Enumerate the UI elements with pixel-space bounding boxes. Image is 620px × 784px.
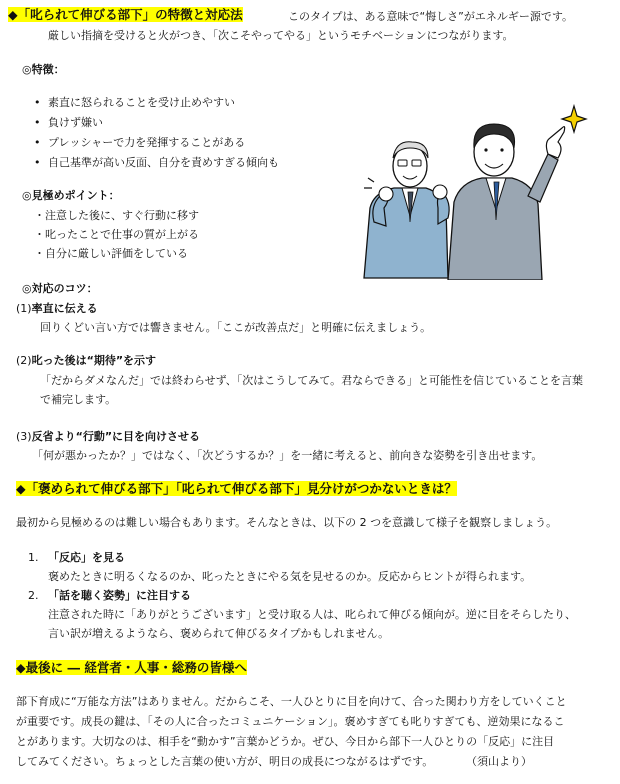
- item-number: 2.: [28, 589, 39, 602]
- tip-3-body: 「何が悪かったか？」ではなく、「次どうするか？」を一緒に考えると、前向きな姿勢を引き出せます。: [32, 449, 543, 462]
- tip-title: 率直に伝える: [31, 302, 98, 315]
- features-heading: ◎特徴：: [22, 63, 65, 76]
- item-title: 「話を聴く姿勢」に注目する: [48, 589, 191, 602]
- tip-number: (2): [16, 354, 32, 367]
- tip-3-title: [16, 431, 200, 442]
- item-number: 1.: [28, 551, 39, 564]
- section1-intro-line1: このタイプは、ある意味で“悔しさ”がエネルギー源です。: [288, 10, 573, 23]
- tip-2-title: [16, 355, 156, 366]
- section3-title: ◆最後に ― 経営者・人事・総務の皆様へ: [16, 660, 247, 675]
- check-item-2-body-line1: 注意された時に「ありがとうございます」と受け取る人は、叱られて伸びる傾向が。逆に目をそらしたり、: [48, 608, 576, 621]
- section2-intro: 最初から見極めるのは難しい場合もあります。そんなときは、以下の 2 つを意識して様子を観察しましょう。: [16, 516, 558, 529]
- tip-title: 反省より“行動”に目を向けさせる: [31, 430, 201, 443]
- tip-2-body-line2: で補完します。: [40, 393, 117, 406]
- right-man-figure: [448, 124, 565, 280]
- feature-item: • 負けず嫌い: [48, 117, 103, 128]
- tip-1-title: [16, 303, 98, 314]
- businessmen-illustration: [352, 96, 602, 280]
- check-item-2-body-line2: 言い訳が増えるようなら、褒められて伸びるタイプかもしれません。: [48, 627, 390, 640]
- tip-number: (3): [16, 430, 32, 443]
- point-item: ・叱ったことで仕事の質が上がる: [34, 228, 199, 241]
- section1-title: ◆「叱られて伸びる部下」の特徴と対応法: [8, 7, 243, 22]
- signature: （須山より）: [466, 755, 532, 768]
- feature-item: • プレッシャーで力を発揮することがある: [48, 137, 245, 148]
- section2-title: ◆「褒められて伸びる部下」「叱られて伸びる部下」見分けがつかないときは？: [16, 481, 457, 496]
- feature-item: • 自己基準が高い反面、自分を責めすぎる傾向も: [48, 157, 279, 168]
- tips-heading: ◎対応のコツ：: [22, 282, 98, 295]
- feature-item: • 素直に怒られることを受け止めやすい: [48, 97, 235, 108]
- point-item: ・注意した後に、すぐ行動に移す: [34, 209, 199, 222]
- check-item-1-body: 褒めたときに明るくなるのか、叱ったときにやる気を見せるのか。反応からヒントが得られます。: [48, 570, 532, 583]
- tip-number: (1): [16, 302, 32, 315]
- closing-line-1: 部下育成に“万能な方法”はありません。だからこそ、一人ひとりに目を向けて、合った関わり方をしていくこと: [16, 695, 567, 708]
- left-man-figure: [364, 142, 449, 278]
- tip-title: 叱った後は“期待”を示す: [31, 354, 157, 367]
- point-item: ・自分に厳しい評価をしている: [34, 247, 188, 260]
- section1-intro-line2: 厳しい指摘を受けると火がつき、「次こそやってやる」というモチベーションにつながります。: [48, 29, 514, 42]
- closing-line-4: してみてください。ちょっとした言葉の使い方が、明日の成長につながるはずです。: [16, 755, 434, 768]
- check-item-2-title: [28, 590, 191, 601]
- item-title: 「反応」を見る: [48, 551, 125, 564]
- closing-line-3: とがあります。大切なのは、相手を“動かす”言葉かどうか。ぜひ、今日から部下一人ひとりの「反応」に注目: [16, 735, 555, 748]
- tip-1-body: 回りくどい言い方では響きません。「ここが改善点だ」と明確に伝えましょう。: [40, 321, 432, 334]
- check-item-1-title: [28, 552, 125, 563]
- tip-2-body-line1: 「だからダメなんだ」では終わらせず、「次はこうしてみて。君ならできる」と可能性を信じていることを言葉: [40, 374, 583, 387]
- sparkle-icon: [562, 106, 586, 132]
- points-heading: ◎見極めポイント：: [22, 189, 120, 202]
- closing-line-2: が重要です。成長の鍵は、「その人に合ったコミュニケーション」。褒めすぎても叱りすぎても、逆効果になるこ: [16, 715, 565, 728]
